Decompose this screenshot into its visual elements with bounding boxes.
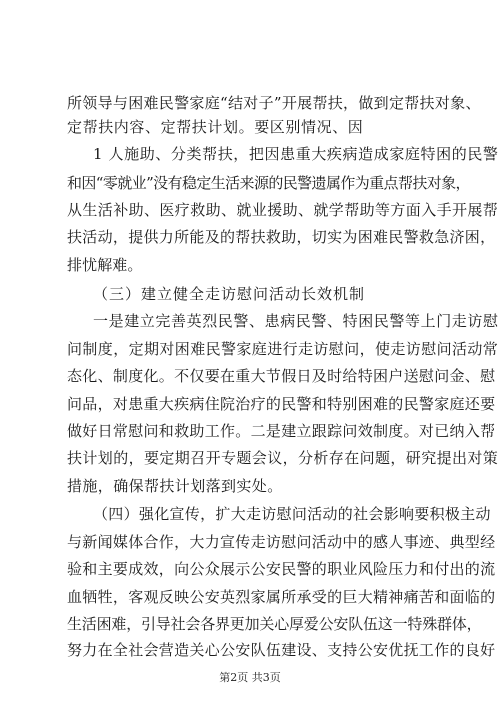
text-line: 做好日常慰问和救助工作。二是建立跟踪问效制度。对已纳入帮	[67, 422, 496, 440]
text-line: 和因“零就业”没有稳定生活来源的民警遗属作为重点帮扶对象，	[67, 174, 470, 192]
text-line: 努力在全社会营造关心公安队伍建设、支持公安优抚工作的良好	[67, 641, 496, 659]
text-line: 问品，对患重大疾病住院治疗的民警和特别困难的民警家庭还要	[67, 395, 496, 413]
text-line: 态化、制度化。不仅要在重大节假日及时给特困户送慰问金、慰	[67, 367, 496, 385]
text-line: 措施，确保帮扶计划落到实处。	[67, 477, 283, 495]
section-heading: （四）强化宣传，扩大走访慰问活动的社会影响要积极主动	[93, 505, 491, 523]
text-line: 排忧解难。	[67, 256, 143, 274]
text-line: 一是建立完善英烈民警、患病民警、特困民警等上门走访慰	[93, 312, 499, 330]
page-footer: 第2页 共3页	[219, 671, 281, 684]
section-heading: （三）建立健全走访慰问活动长效机制	[93, 285, 366, 303]
text-line: 所领导与困难民警家庭“结对子”开展帮扶，做到定帮扶对象、	[67, 94, 481, 112]
text-line: 从生活补助、医疗救助、就业援助、就学帮助等方面入手开展帮	[67, 201, 499, 219]
text-line: 问制度，定期对困难民警家庭进行走访慰问，使走访慰问活动常	[67, 340, 499, 358]
text-line: 与新闻媒体合作，大力宣传走访慰问活动中的感人事迹、典型经	[67, 533, 496, 551]
text-line: 1 人施助、分类帮扶，把因患重大疾病造成家庭特困的民警	[93, 145, 499, 163]
text-line: 扶计划的，要定期召开专题会议，分析存在问题，研究提出对策	[67, 449, 499, 467]
text-line: 验和主要成效，向公众展示公安民警的职业风险压力和付出的流	[67, 560, 496, 578]
text-line: 血牺牲，客观反映公安英烈家属所承受的巨大精神痛苦和面临的	[67, 588, 496, 606]
text-line: 生活困难，引导社会各界更加关心厚爱公安队伍这一特殊群体，	[67, 615, 482, 633]
text-line: 扶活动，提供力所能及的帮扶救助，切实为困难民警救急济困，	[67, 228, 496, 246]
text-line: 定帮扶内容、定帮扶计划。要区别情况、因	[67, 118, 364, 136]
